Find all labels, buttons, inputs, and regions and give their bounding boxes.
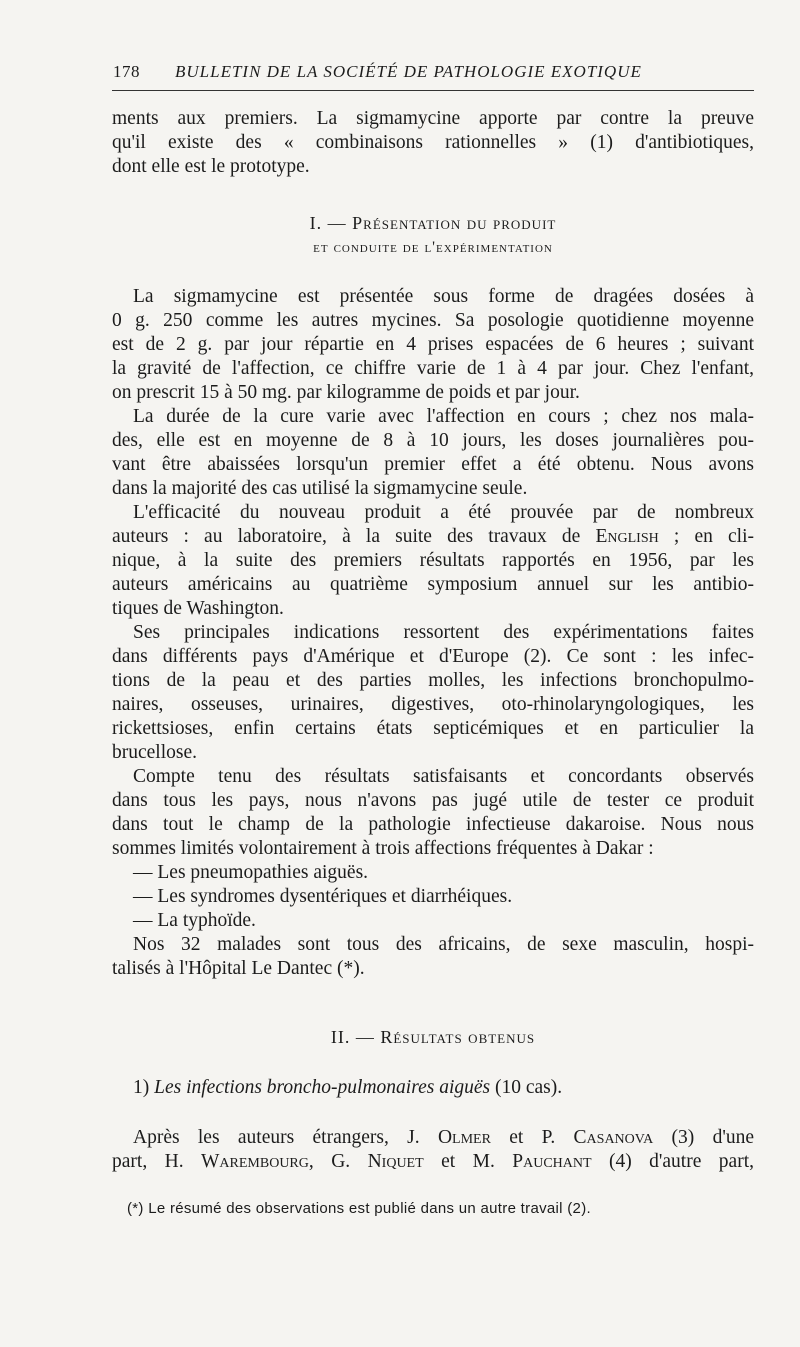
page-number: 178 — [113, 62, 140, 81]
header-rule — [112, 90, 754, 91]
paragraph-efficacy — [112, 501, 754, 621]
paragraph-results — [112, 1126, 754, 1174]
text-line: talisés à l'Hôpital Le Dantec (*). — [112, 958, 365, 979]
text-line: vant être abaissées lorsqu'un premier effet a été obtenu. Nous avons — [112, 454, 754, 475]
text-fragment: (3) d'une — [653, 1127, 755, 1148]
text-line: La sigmamycine est présentée sous forme de dragées dosées à — [133, 286, 754, 307]
text-line: est de 2 g. par jour répartie en 4 prises espacées de 6 heures ; suivant — [112, 334, 754, 355]
subsection-name: Les infections broncho-pulmonaires aiguës — [154, 1077, 491, 1098]
text-line: Ses principales indications ressortent des expérimentations faites — [133, 622, 754, 643]
text-fragment: (4) d'autre part, — [591, 1151, 754, 1172]
paragraph-patients — [112, 933, 754, 981]
text-line — [112, 1126, 754, 1150]
journal-title: BULLETIN DE LA SOCIÉTÉ DE PATHOLOGIE EXOTIQUE — [175, 62, 642, 81]
text-fragment: , G. — [308, 1151, 368, 1172]
text-line: Compte tenu des résultats satisfaisants et concordants observés — [133, 766, 754, 787]
list-item: — Les syndromes dysentériques et diarrhéiques. — [133, 886, 513, 907]
list-item: — La typhoïde. — [133, 910, 256, 931]
text-line — [112, 1076, 754, 1100]
author-name: Warembourg — [201, 1151, 309, 1172]
running-header — [113, 62, 753, 82]
text-line: rickettsioses, enfin certains états septicémiques et en particulier la — [112, 718, 754, 739]
text-line: La durée de la cure varie avec l'affection en cours ; chez nos mala- — [133, 406, 754, 427]
text-line: dans différents pays d'Amérique et d'Europe (2). Ce sont : les infec- — [112, 646, 754, 667]
paragraph-indications — [112, 621, 754, 765]
text-fragment: part, H. — [112, 1151, 202, 1172]
subsection-title — [112, 1076, 754, 1100]
intro-paragraph — [112, 107, 754, 179]
text-line: dans tous les pays, nous n'avons pas jugé utile de tester ce produit — [112, 790, 754, 811]
author-name: English — [595, 526, 659, 547]
case-count: (10 cas). — [490, 1077, 563, 1098]
text-fragment: Après les auteurs étrangers, J. — [133, 1127, 438, 1148]
text-line: L'efficacité du nouveau produit a été prouvée par de nombreux — [133, 502, 754, 523]
text-line: auteurs américains au quatrième symposium annuel sur les antibio- — [112, 574, 754, 595]
text-line: dans tout le champ de la pathologie infectieuse dakaroise. Nous nous — [112, 814, 754, 835]
list-item: — Les pneumopathies aiguës. — [133, 862, 369, 883]
text-line: 0 g. 250 comme les autres mycines. Sa posologie quotidienne moyenne — [112, 310, 754, 331]
affection-list — [112, 861, 754, 933]
paragraph-scope — [112, 765, 754, 861]
author-name: Pauchant — [512, 1151, 592, 1172]
text-line: dans la majorité des cas utilisé la sigmamycine seule. — [112, 478, 528, 499]
text-line: Nos 32 malades sont tous des africains, de sexe masculin, hospi- — [133, 934, 754, 955]
text-line: dont elle est le prototype. — [112, 156, 310, 177]
section-1-heading-line2: et conduite de l'expérimentation — [313, 239, 553, 256]
author-name: Olmer — [437, 1127, 491, 1148]
text-line: la gravité de l'affection, ce chiffre varie de 1 à 4 par jour. Chez l'enfant, — [112, 358, 754, 379]
text-line — [112, 1150, 754, 1174]
paragraph-duration — [112, 405, 754, 501]
text-line: sommes limités volontairement à trois affections fréquentes à Dakar : — [112, 838, 654, 859]
section-2-heading: II. — Résultats obtenus — [330, 1027, 536, 1047]
author-name: Niquet — [367, 1151, 424, 1172]
text-line: ments aux premiers. La sigmamycine apporte par contre la preuve — [112, 108, 754, 129]
text-fragment: et P. — [490, 1127, 574, 1148]
text-line: des, elle est en moyenne de 8 à 10 jours, les doses journalières pou- — [112, 430, 754, 451]
text-line: qu'il existe des « combinaisons rationnelles » (1) d'antibiotiques, — [112, 132, 754, 153]
text-line: on prescrit 15 à 50 mg. par kilogramme de poids et par jour. — [112, 382, 580, 403]
section-1-heading: I. — Présentation du produit — [309, 213, 557, 233]
text-fragment: ; en cli- — [658, 526, 754, 547]
text-line: tiques de Washington. — [112, 598, 284, 619]
author-name: Casanova — [573, 1127, 654, 1148]
paragraph-posology — [112, 285, 754, 405]
text-fragment: auteurs : au laboratoire, à la suite des travaux de — [112, 526, 596, 547]
text-line: naires, osseuses, urinaires, digestives, oto-rhinolaryngologiques, les — [112, 694, 754, 715]
text-fragment: et M. — [423, 1151, 513, 1172]
text-line: brucellose. — [112, 742, 198, 763]
text-line: nique, à la suite des premiers résultats rapportés en 1956, par les — [112, 550, 754, 571]
footnote: (*) Le résumé des observations est publié dans un autre travail (2). — [127, 1200, 591, 1217]
text-line: tions de la peau et des parties molles, les infections bronchopulmo- — [112, 670, 754, 691]
text-line — [112, 525, 754, 549]
subsection-number: 1) — [133, 1077, 155, 1098]
